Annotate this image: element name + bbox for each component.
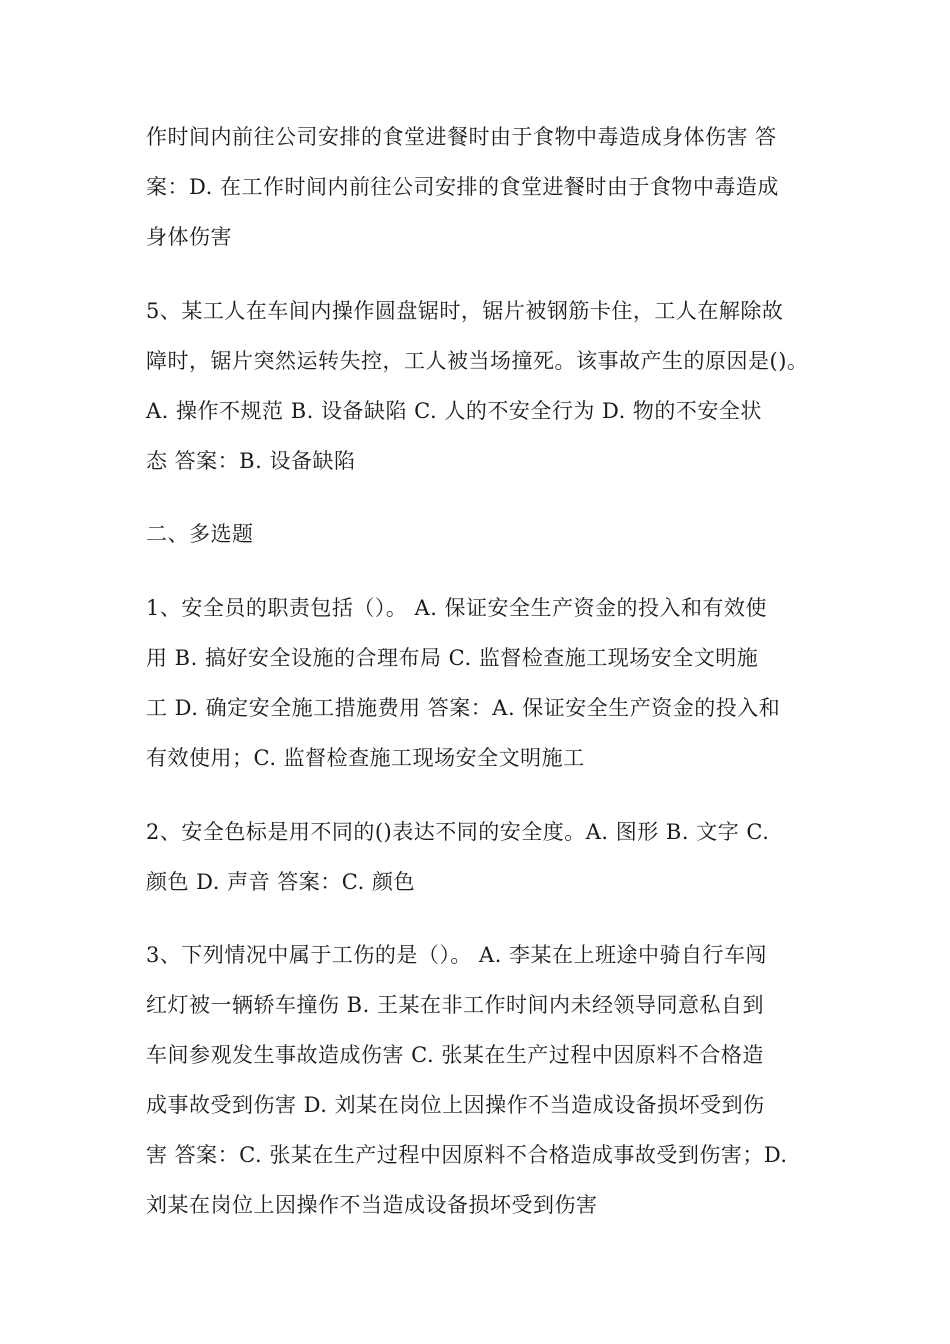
text-line: 车间参观发生事故造成伤害 C. 张某在生产过程中因原料不合格造 [146, 1043, 764, 1067]
text-line: 有效使用；C. 监督检查施工现场安全文明施工 [146, 746, 585, 770]
text-line: 害 答案：C. 张某在生产过程中因原料不合格造成事故受到伤害；D. [146, 1143, 788, 1167]
text-line: 刘某在岗位上因操作不当造成设备损坏受到伤害 [146, 1193, 598, 1217]
text-line: 用 B. 搞好安全设施的合理布局 C. 监督检查施工现场安全文明施 [146, 646, 759, 670]
text-line: 态 答案：B. 设备缺陷 [146, 449, 356, 473]
text-line: A. 操作不规范 B. 设备缺陷 C. 人的不安全行为 D. 物的不安全状 [146, 399, 762, 423]
text-line: 5、某工人在车间内操作圆盘锯时，锯片被钢筋卡住，工人在解除故 [146, 299, 784, 323]
text-line: 2、安全色标是用不同的()表达不同的安全度。A. 图形 B. 文字 C. [146, 820, 770, 844]
text-line: 作时间内前往公司安排的食堂进餐时由于食物中毒造成身体伤害 答 [146, 125, 777, 149]
text-line: 身体伤害 [146, 225, 232, 249]
text-line: 案：D. 在工作时间内前往公司安排的食堂进餐时由于食物中毒造成 [146, 175, 779, 199]
text-line: 成事故受到伤害 D. 刘某在岗位上因操作不当造成设备损坏受到伤 [146, 1093, 765, 1117]
text-line: 障时，锯片突然运转失控，工人被当场撞死。该事故产生的原因是()。 [146, 349, 809, 373]
text-line: 1、安全员的职责包括（）。 A. 保证安全生产资金的投入和有效使 [146, 596, 768, 620]
text-line: 颜色 D. 声音 答案：C. 颜色 [146, 870, 415, 894]
text-line: 红灯被一辆轿车撞伤 B. 王某在非工作时间内未经领导同意私自到 [146, 993, 764, 1017]
section-heading: 二、多选题 [146, 522, 254, 546]
text-line: 工 D. 确定安全施工措施费用 答案：A. 保证安全生产资金的投入和 [146, 696, 781, 720]
text-line: 3、下列情况中属于工伤的是（）。 A. 李某在上班途中骑自行车闯 [146, 943, 768, 967]
